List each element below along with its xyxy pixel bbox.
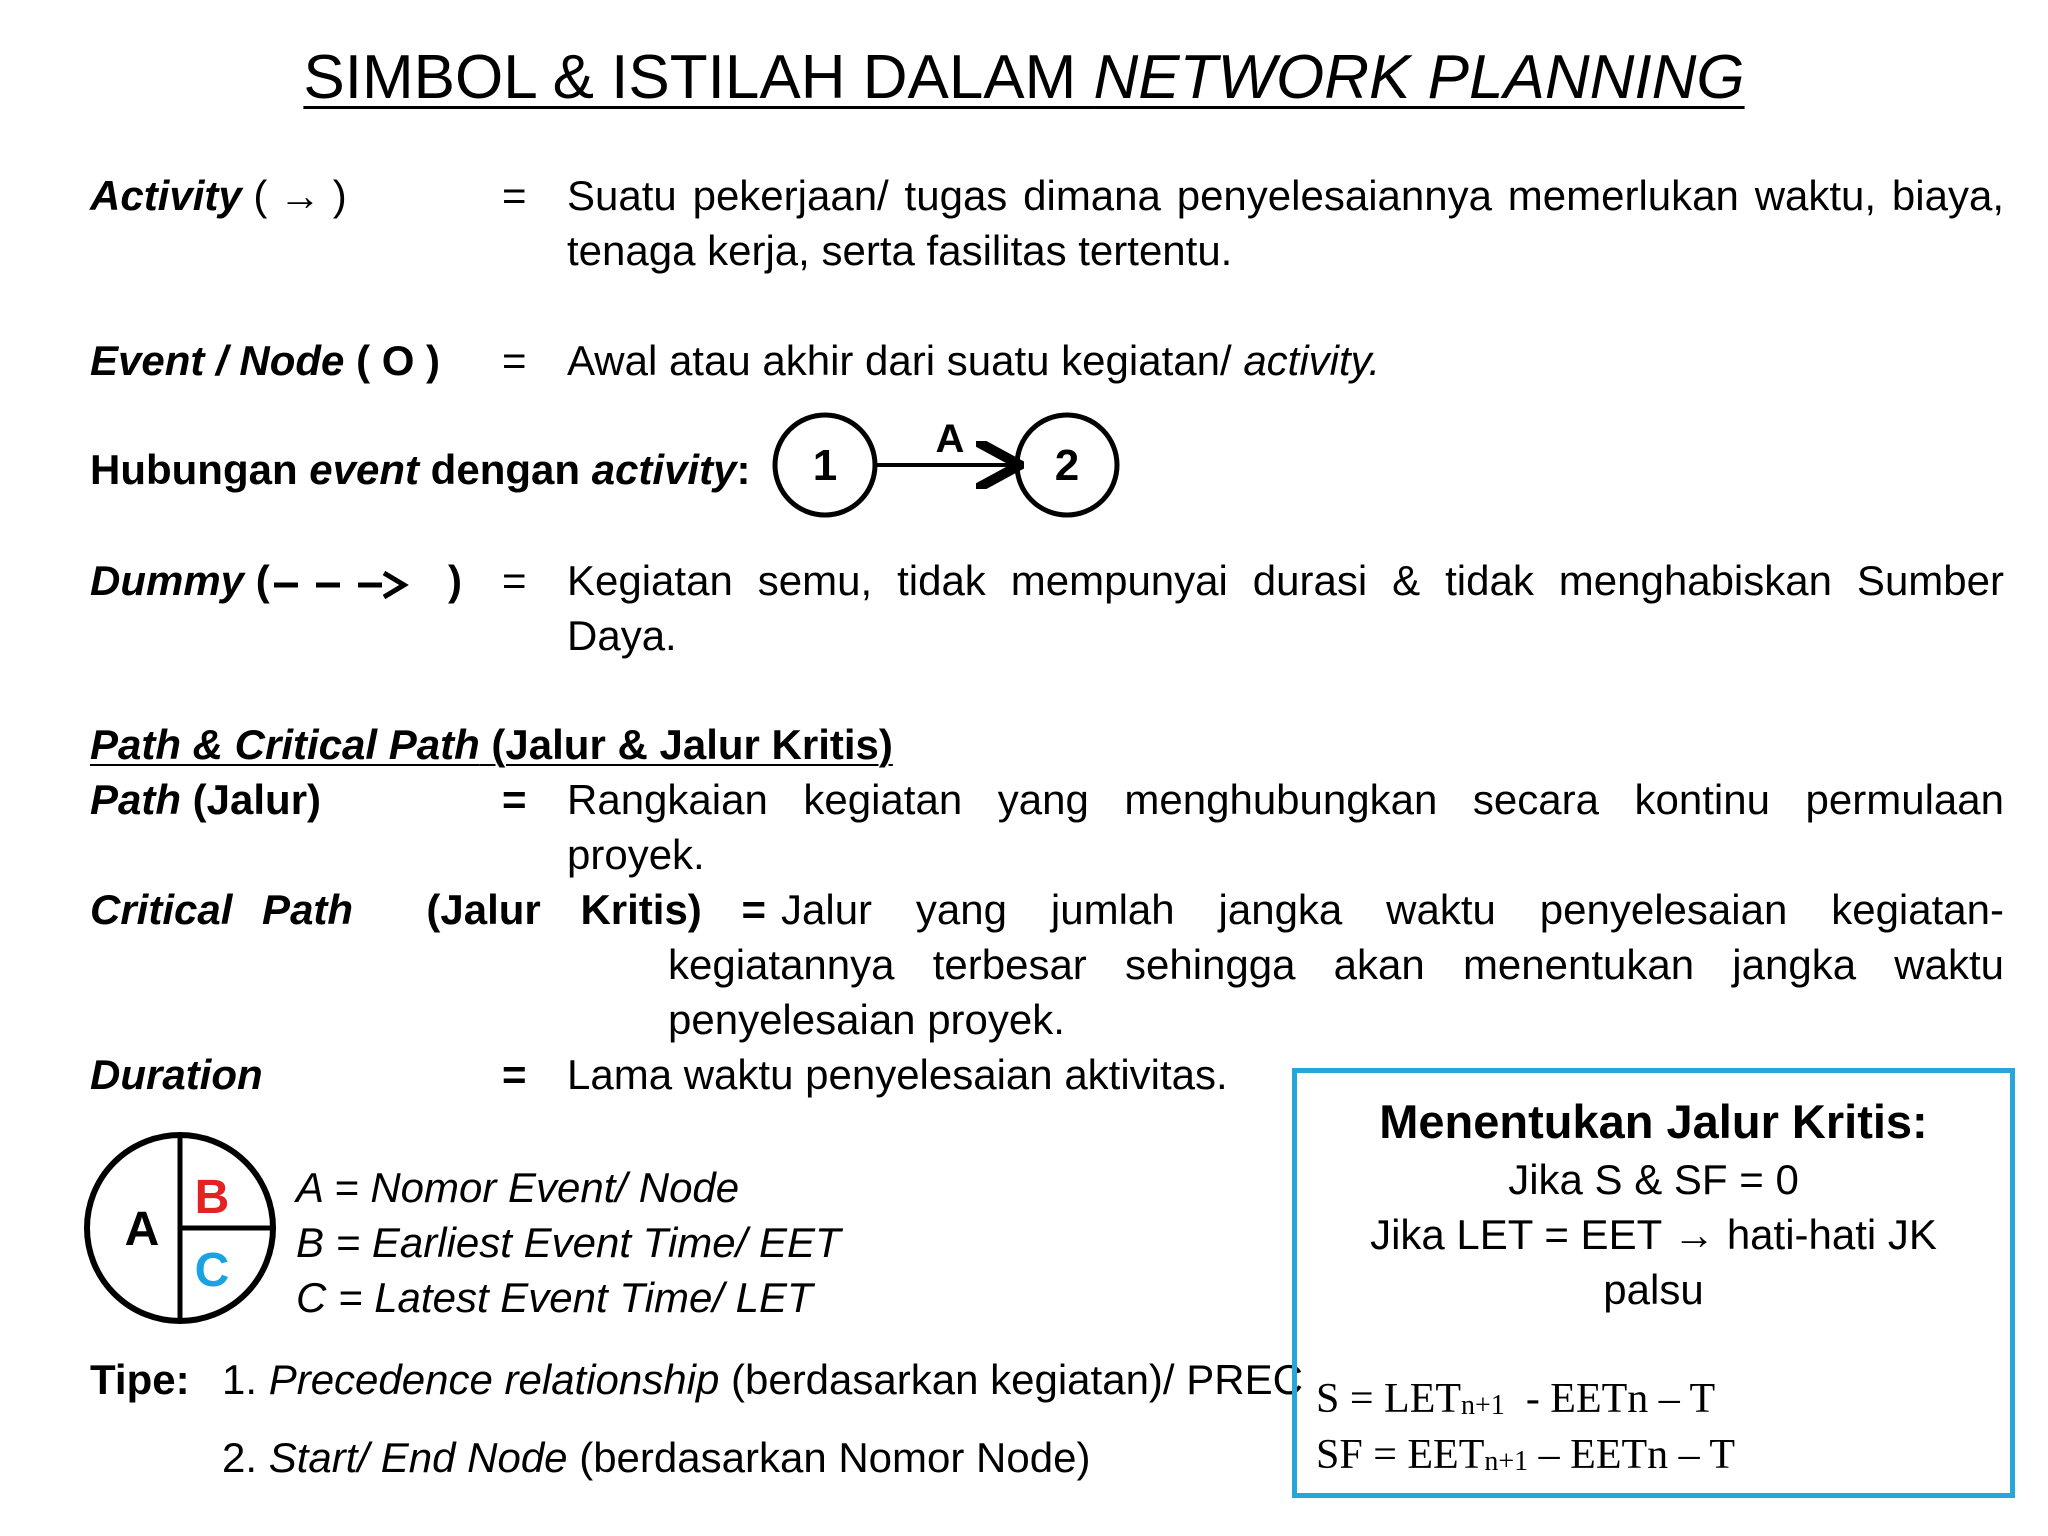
- critical-box-line2: Jika LET = EET → hati-hati JK palsu: [1370, 1211, 1937, 1313]
- relation-colon: :: [736, 446, 751, 493]
- activity-symbol: ( → ): [253, 172, 347, 219]
- tipe-item-2-italic: Start/ End Node: [268, 1434, 568, 1481]
- activity-eq: =: [502, 172, 527, 219]
- dummy-symbol-close: ): [448, 557, 462, 604]
- dummy-eq: =: [502, 557, 527, 604]
- formula-s: [1316, 1372, 2006, 1431]
- tipe-label: Tipe:: [90, 1356, 190, 1403]
- event-activity-diagram: [760, 405, 1130, 525]
- duration-term: Duration: [90, 1051, 263, 1098]
- tipe-item-1-italic: Precedence relationship: [268, 1356, 720, 1403]
- critical-box-line1: Jika S & SF = 0: [1508, 1156, 1799, 1203]
- activity-term: [90, 168, 490, 223]
- tipe-item-1-plain: (berdasarkan kegiatan)/ PREC: [719, 1356, 1303, 1403]
- tipe-item-1-num: 1.: [222, 1356, 269, 1403]
- event-symbol: ( O ): [356, 337, 441, 384]
- activity-arrow-label: A: [935, 417, 965, 461]
- event-definition-italic: activity.: [1243, 337, 1381, 384]
- relation-middle: dengan: [419, 446, 592, 493]
- page-title: [0, 42, 2048, 113]
- critical-path-term: [90, 882, 766, 937]
- tipe-item-2-plain: (berdasarkan Nomor Node): [567, 1434, 1091, 1481]
- duration-definition: Lama waktu penyelesaian aktivitas.: [567, 1051, 1228, 1098]
- node-1-label: 1: [812, 441, 838, 490]
- formula-sf-rhs: – EETn – T: [1528, 1432, 1736, 1478]
- critical-path-line1: Jalur yang jumlah jangka waktu penyelesaian kegiatan-: [781, 886, 2004, 933]
- path-heading: [90, 717, 1090, 772]
- activity-definition: Suatu pekerjaan/ tugas dimana penyelesaiannya memerlukan waktu, biaya, tenaga kerja, serta fasilitas tertentu.: [567, 172, 2004, 274]
- dummy-arrowhead: [384, 573, 404, 597]
- formula-sf-sub: n+1: [1484, 1446, 1529, 1477]
- critical-box-title: Menentukan Jalur Kritis:: [1379, 1095, 1928, 1148]
- title-italic: NETWORK PLANNING: [1093, 43, 1745, 112]
- event-term: [90, 333, 510, 388]
- path-term: [90, 772, 490, 827]
- tipe-item-1: [222, 1352, 1422, 1407]
- event-node-label-b: B: [194, 1171, 230, 1224]
- event-definition-text: Awal atau akhir dari suatu kegiatan/: [567, 337, 1244, 384]
- node-legend-a: A = Nomor Event/ Node: [296, 1164, 740, 1211]
- node-legend-b: B = Earliest Event Time/ EET: [296, 1219, 841, 1266]
- critical-path-term-text: Critical Path: [90, 886, 354, 933]
- path-eq: =: [502, 776, 527, 823]
- duration-eq: =: [502, 1051, 527, 1098]
- activity-term-text: Activity: [90, 172, 242, 219]
- formula-s-sub: n+1: [1461, 1390, 1505, 1421]
- path-term-plain: (Jalur): [181, 776, 322, 823]
- event-node-label-c: C: [194, 1244, 230, 1297]
- path-definition: Rangkaian kegiatan yang menghubungkan secara kontinu permulaan proyek.: [567, 776, 2004, 878]
- dummy-term-text: Dummy: [90, 557, 245, 604]
- relation-prefix: Hubungan: [90, 446, 310, 493]
- title-plain: SIMBOL & ISTILAH DALAM: [303, 43, 1094, 112]
- formula-sf-lhs: SF = EET: [1316, 1432, 1485, 1478]
- relation-event-word: event: [309, 446, 420, 493]
- event-term-text: Event / Node: [90, 337, 345, 384]
- path-term-text: Path: [90, 776, 182, 823]
- relation-activity-word: activity: [591, 446, 737, 493]
- dummy-definition: Kegiatan semu, tidak mempunyai durasi & tidak menghabiskan Sumber Daya.: [567, 557, 2004, 659]
- dummy-symbol-open: (: [255, 557, 270, 604]
- formula-sf: [1316, 1428, 2006, 1487]
- node-legend: [296, 1160, 996, 1325]
- event-node-label-a: A: [124, 1203, 160, 1256]
- formula-s-rhs: - EETn – T: [1504, 1376, 1716, 1422]
- event-eq: =: [502, 337, 527, 384]
- critical-path-rest: kegiatannya terbesar sehingga akan menentukan jangka waktu penyelesaian proyek.: [668, 941, 2004, 1043]
- critical-path-term-plain: (Jalur Kritis) =: [426, 886, 766, 933]
- path-heading-italic: Path & Critical Path: [90, 721, 480, 768]
- tipe-item-2-num: 2.: [222, 1434, 269, 1481]
- path-heading-plain: (Jalur & Jalur Kritis): [479, 721, 893, 768]
- event-node-diagram: [80, 1128, 280, 1328]
- node-2-label: 2: [1054, 441, 1080, 490]
- event-definition: [567, 333, 2004, 388]
- node-legend-c: C = Latest Event Time/ LET: [296, 1274, 813, 1321]
- formula-s-lhs: S = LET: [1316, 1376, 1462, 1422]
- dummy-arrow-icon: [272, 565, 422, 605]
- tipe-item-2: [222, 1430, 1322, 1485]
